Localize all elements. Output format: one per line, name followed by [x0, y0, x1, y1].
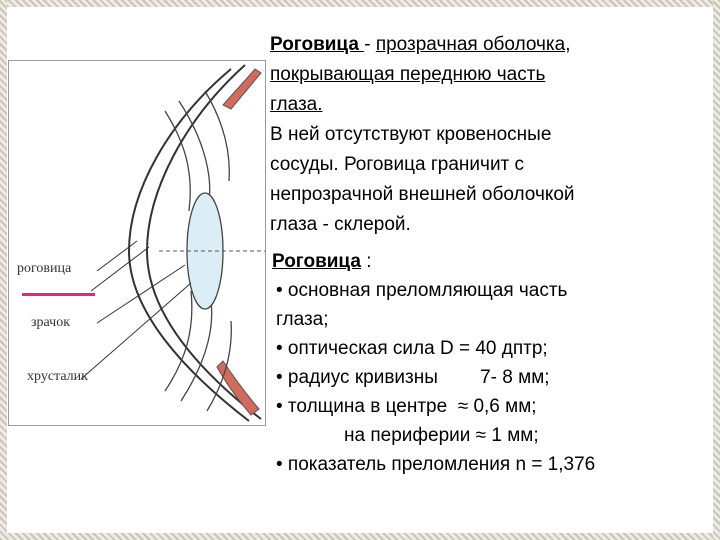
property-item: • основная преломляющая часть [276, 280, 568, 301]
bottom-border [0, 533, 720, 540]
definition-line-6: непрозрачной внешней оболочкой [270, 184, 575, 205]
property-item: на периферии ≈ 1 мм; [344, 425, 539, 446]
left-border [0, 0, 7, 540]
sclera-top [223, 69, 261, 109]
property-item: • толщина в центре ≈ 0,6 мм; [276, 396, 537, 417]
term-cornea-2: Роговица [272, 251, 361, 272]
property-item: • радиус кривизны 7- 8 мм; [276, 367, 550, 388]
properties-list [272, 247, 712, 479]
properties-heading: Роговица : [272, 251, 372, 272]
definition-line-5: сосуды. Роговица граничит с [270, 154, 525, 175]
top-border [0, 0, 720, 7]
term-cornea: Роговица [270, 34, 365, 55]
right-border [713, 0, 720, 540]
label-pupil: зрачок [31, 315, 71, 330]
label-lens: хрусталик [27, 369, 88, 384]
property-item: • показатель преломления n = 1,376 [276, 454, 596, 475]
property-item: глаза; [276, 309, 329, 330]
definition-line-1: Роговица - прозрачная оболочка, [270, 34, 571, 55]
highlight-marker [22, 293, 95, 296]
definition-line-2: покрывающая переднюю часть [270, 64, 546, 85]
eye-diagram [8, 60, 266, 426]
property-item: • оптическая сила D = 40 дптр; [276, 338, 548, 359]
label-cornea: роговица [17, 261, 72, 276]
definition-line-7: глаза - склерой. [270, 214, 411, 235]
definition-paragraph [270, 30, 690, 240]
definition-line-4: В ней отсутствуют кровеносные [270, 124, 552, 145]
definition-line-3: глаза. [270, 94, 323, 115]
